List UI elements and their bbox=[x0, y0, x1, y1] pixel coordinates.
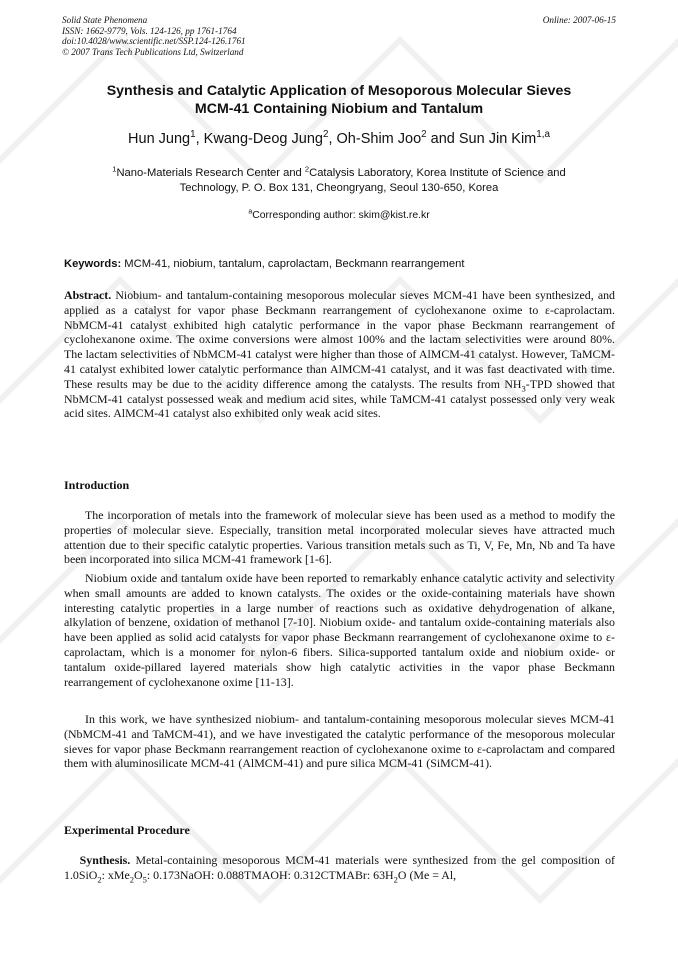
subscript: 5 bbox=[142, 874, 147, 885]
affiliations bbox=[70, 166, 608, 196]
author-separator: , bbox=[195, 131, 204, 147]
affiliation-text: Catalysis Laboratory, Korea Institute of Science and bbox=[309, 167, 566, 179]
affiliation-line-2: Technology, P. O. Box 131, Cheongryang, Seoul 130-650, Korea bbox=[179, 182, 499, 194]
affiliation-mark: 2 bbox=[304, 164, 310, 174]
abstract-label: Abstract. bbox=[64, 288, 112, 302]
affiliation-line-1 bbox=[70, 166, 608, 181]
keywords bbox=[64, 257, 616, 272]
author-name: Kwang-Deog Jung bbox=[203, 131, 323, 147]
intro-paragraph-1: The incorporation of metals into the framework of molecular sieve has been used as a method to modify the properties of molecular sieve. Especially, transition metal incorporated molecular sieves have attracted much attention due to their specific catalytic properties. Various transition metals such as Ti, V, Fe, Mn, Nb and Ta have been incorporated into silica MCM-41 framework [1-6]. bbox=[64, 508, 615, 567]
abstract bbox=[64, 288, 615, 421]
author-separator: and bbox=[426, 131, 459, 147]
synthesis-text: : xMe bbox=[101, 867, 130, 882]
title-line-1: Synthesis and Catalytic Application of Mesoporous Molecular Sieves bbox=[106, 83, 572, 99]
author-affiliation-mark: 2 bbox=[322, 129, 329, 141]
abstract-text-continued: -TPD showed that NbMCM-41 catalyst possessed weak and medium acid sites, while TaMCM-41 catalyst possessed only very weak acid sites. AlMCM-41 catalyst also exhibited only weak acid sites. bbox=[64, 376, 615, 421]
corresponding-author bbox=[70, 209, 608, 223]
corresponding-mark: a bbox=[248, 208, 253, 216]
online-date: Online: 2007-06-15 bbox=[542, 15, 616, 25]
subscript: 2 bbox=[393, 874, 398, 885]
subscript: 3 bbox=[521, 383, 526, 394]
subscript: 2 bbox=[129, 874, 135, 885]
journal-name: Solid State Phenomena bbox=[62, 15, 148, 25]
author-affiliation-mark: 2 bbox=[421, 129, 427, 141]
synthesis-text: O (Me = Al, bbox=[397, 867, 457, 882]
issn-line: ISSN: 1662-9779, Vols. 124-126, pp 1761-1764 bbox=[62, 25, 237, 36]
copyright-line: © 2007 Trans Tech Publications Ltd, Switzerland bbox=[62, 46, 244, 57]
author-separator: , bbox=[328, 131, 337, 147]
section-heading-experimental: Experimental Procedure bbox=[64, 823, 190, 837]
synthesis-text: : 0.173NaOH: 0.088TMAOH: 0.312CTMABr: 63H bbox=[146, 867, 394, 882]
synthesis-label: Synthesis. bbox=[79, 853, 131, 867]
author-name: Hun Jung bbox=[128, 131, 191, 147]
intro-paragraph-2: Niobium oxide and tantalum oxide have been reported to remarkably enhance catalytic activity and selectivity when small amounts are added to known catalysts. The oxides or the oxide-containing materials have shown interesting catalytic properties in a large number of reactions such as oxidative dehydrogenation of alkane, alkylation of benzene, oxidation of methanol [7-10]. Niobium oxide- and tantalum oxide-containing materials also have been applied as solid acid catalysts for vapor phase Beckmann rearrangement of cyclohexanone oxime to ε-caprolactam, which is a monomer for nylon-6 fibers. Silica-supported tantalum oxide and niobium oxide- or tantalum oxide-pillared layered materials show high catalytic activities in the vapor phase Beckmann rearrangement of cyclohexanone oxime [11-13]. bbox=[64, 571, 615, 689]
affiliation-mark: 1 bbox=[112, 164, 117, 174]
synthesis-text: O bbox=[134, 867, 143, 882]
corresponding-text: Corresponding author: skim@kist.re.kr bbox=[252, 210, 430, 221]
keywords-text: MCM-41, niobium, tantalum, caprolactam, Beckmann rearrangement bbox=[121, 258, 465, 270]
journal-header bbox=[62, 15, 482, 57]
intro-paragraph-3: In this work, we have synthesized niobium- and tantalum-containing mesoporous molecular sieves MCM-41 (NbMCM-41 and TaMCM-41), and we have investigated the catalytic performance of the mesoporous molecular sieves for vapor phase Beckmann rearrangement reaction of cyclohexanone oxime to ε-caprolactam and compared them with aluminosilicate MCM-41 (AlMCM-41) and pure silica MCM-41 (SiMCM-41). bbox=[64, 712, 615, 771]
keywords-label: Keywords: bbox=[64, 258, 122, 270]
affiliation-text: Nano-Materials Research Center and bbox=[116, 167, 305, 179]
author-name: Oh-Shim Joo bbox=[336, 131, 422, 147]
title-line-2: MCM-41 Containing Niobium and Tantalum bbox=[194, 101, 484, 117]
author-list bbox=[55, 130, 623, 148]
abstract-text: Niobium- and tantalum-containing mesoporous molecular sieves MCM-41 have been synthesized, and applied as a catalyst for vapor phase Beckmann rearrangement of cyclohexanone oxime to ε-caprolactam. NbMCM-41 catalyst exhibited high catalytic performance in the vapor phase Beckmann rearrangement of cyclohexanone oxime. The oxime conversions were almost 100% and the lactam selectivities were around 80%. The lactam selectivities of NbMCM-41 catalyst were higher than those of AlMCM-41 catalyst. However, TaMCM-41 catalyst exhibited lower catalytic performance than AlMCM-41 catalyst, and it was fast deactivated with time. These results may be due to the acidity difference among the catalysts. The results from NH bbox=[64, 288, 615, 391]
author-name: Sun Jin Kim bbox=[458, 131, 537, 147]
doi-line: doi:10.4028/www.scientific.net/SSP.124-126.1761 bbox=[62, 36, 246, 46]
synthesis-paragraph bbox=[64, 853, 615, 883]
section-heading-introduction: Introduction bbox=[64, 478, 130, 492]
subscript: 2 bbox=[97, 874, 102, 885]
paper-title bbox=[55, 82, 623, 118]
author-affiliation-mark: 1,a bbox=[536, 129, 550, 141]
author-affiliation-mark: 1 bbox=[190, 129, 196, 141]
synthesis-text: Metal-containing mesoporous MCM-41 materials were synthesized from the gel composition of 1.0SiO bbox=[64, 853, 615, 882]
